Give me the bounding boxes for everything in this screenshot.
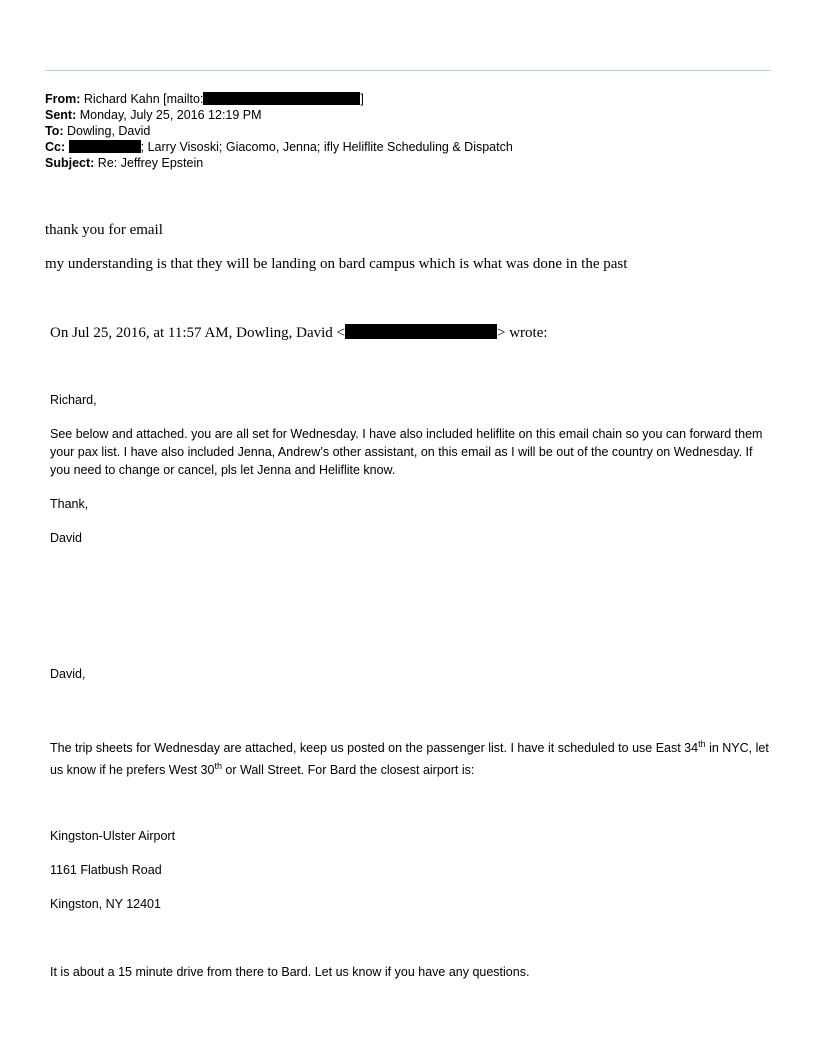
sent-label: Sent:	[45, 108, 77, 122]
header-divider	[45, 70, 771, 71]
sent-row	[45, 107, 513, 123]
superscript-th-2: th	[214, 760, 222, 771]
subject-label: Subject:	[45, 156, 95, 170]
subject-value: Re: Jeffrey Epstein	[97, 156, 204, 170]
to-value: Dowling, David	[67, 124, 151, 138]
reply-line-1: thank you for email	[45, 222, 163, 238]
message2-body	[50, 737, 770, 781]
message1-body: See below and attached. you are all set for Wednesday. I have also included heliflite on this email chain so you can forward them your pax list. I have also included Jenna, Andrew’s other assistant, on this email as I will be out of the country on Wednesday. If you need to change or cancel, pls let Jenna and Heliflite know.	[50, 427, 763, 477]
from-row	[45, 91, 513, 107]
address-city: Kingston, NY 12401	[50, 897, 161, 911]
message2-body-part1: The trip sheets for Wednesday are attached, keep us posted on the passenger list. I have it scheduled to use East 34	[50, 741, 699, 755]
message1-greeting: Richard,	[50, 393, 97, 407]
reply-line-2: my understanding is that they will be landing on bard campus which is what was done in the past	[45, 256, 628, 272]
cc-row	[45, 139, 513, 155]
redacted-cc	[69, 140, 141, 153]
to-label: To:	[45, 124, 64, 138]
message1-thanks: Thank,	[50, 497, 89, 511]
message2-body-part3: or Wall Street. For Bard the closest airport is:	[221, 763, 475, 777]
message2-greeting: David,	[50, 667, 86, 681]
to-row	[45, 123, 513, 139]
from-close: ]	[360, 92, 364, 106]
quote-intro-after: > wrote:	[496, 325, 548, 341]
subject-row	[45, 155, 513, 171]
address-street: 1161 Flatbush Road	[50, 863, 162, 877]
redacted-sender-email	[345, 324, 497, 339]
quote-intro	[50, 324, 548, 342]
superscript-th-1: th	[698, 738, 706, 749]
cc-value: ; Larry Visoski; Giacomo, Jenna; ifly Heliflite Scheduling & Dispatch	[140, 140, 513, 154]
redacted-email	[203, 92, 360, 105]
from-value: Richard Kahn [mailto:	[83, 92, 204, 106]
message2-body-part2: in NYC, let us know if he prefers West 30	[50, 741, 769, 777]
message2-drive: It is about a 15 minute drive from there to Bard. Let us know if you have any questions.	[50, 965, 530, 979]
quote-intro-before: On Jul 25, 2016, at 11:57 AM, Dowling, David <	[50, 325, 345, 341]
sent-value: Monday, July 25, 2016 12:19 PM	[79, 108, 262, 122]
message1-signoff: David	[50, 531, 82, 545]
from-label: From:	[45, 92, 81, 106]
address-airport: Kingston-Ulster Airport	[50, 829, 176, 843]
cc-label: Cc:	[45, 140, 66, 154]
email-header	[45, 91, 513, 171]
